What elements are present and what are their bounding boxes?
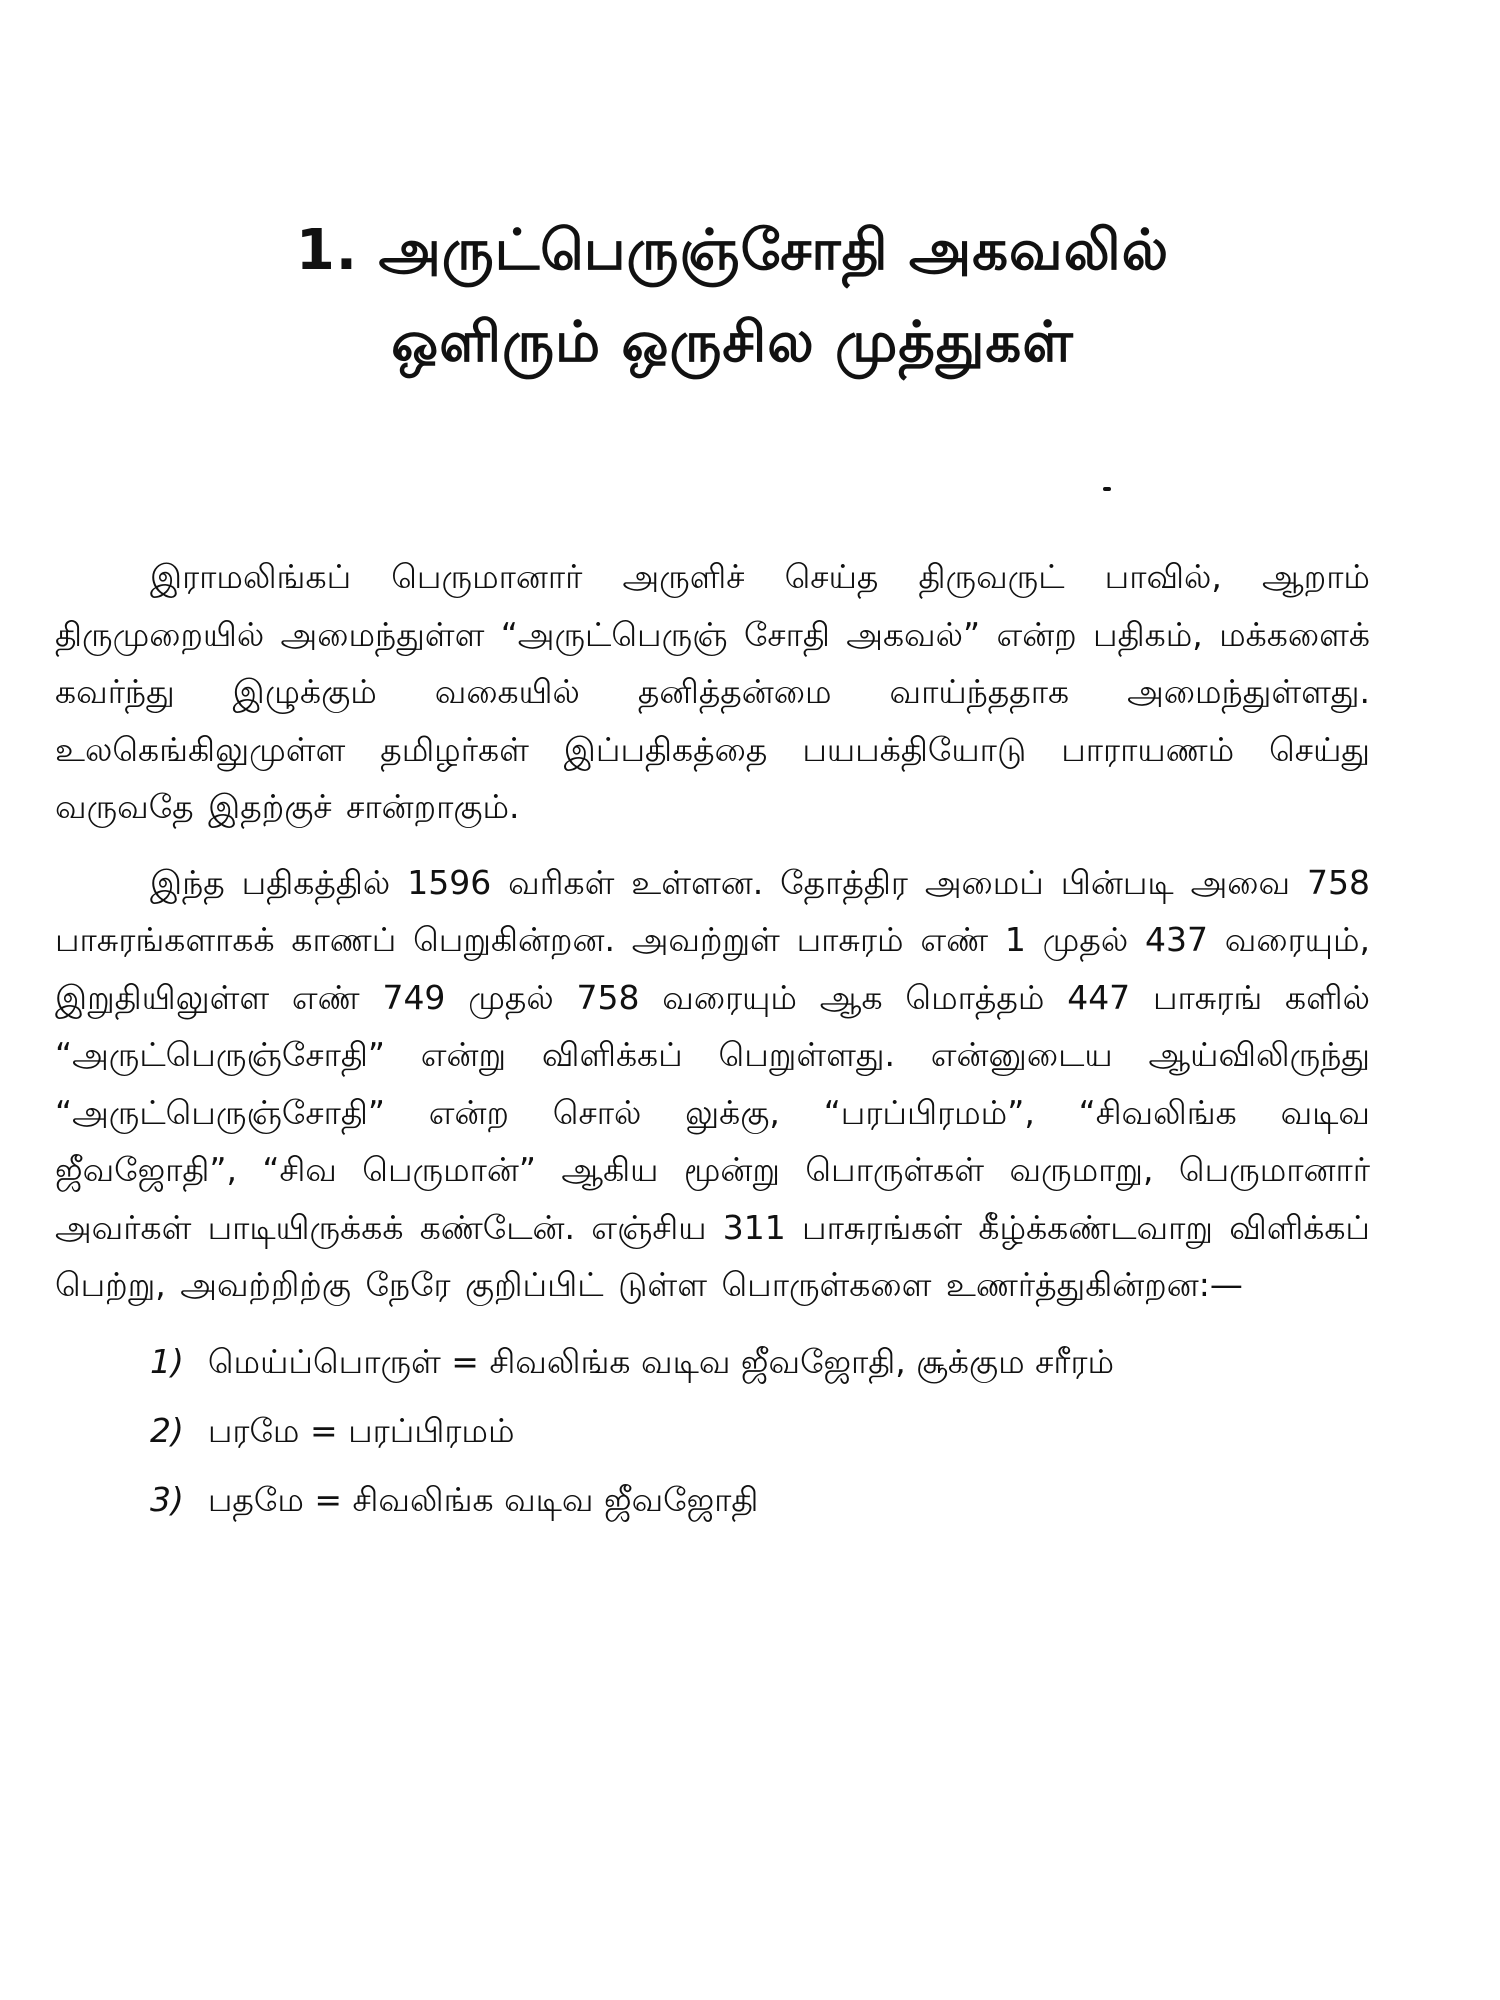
- chapter-title-line-2: ஒளிரும் ஒருசில முத்துகள்: [391, 310, 1074, 375]
- paragraph-2: இந்த பதிகத்தில் 1596 வரிகள் உள்ளன. தோத்திர அமைப் பின்படி அவை 758 பாசுரங்களாகக் காணப் பெறுகின்றன. அவற்றுள் பாசுரம் எண் 1 முதல் 437 வரையும், இறுதியிலுள்ள எண் 749 முதல் 758 வரையும் ஆக மொத்தம் 447 பாசுரங் களில் “அருட்பெருஞ்சோதி” என்று விளிக்கப் பெறுள்ளது. என்னுடைய ஆய்விலிருந்து “அருட்பெருஞ்சோதி” என்ற சொல் லுக்கு, “பரப்பிரமம்”, “சிவலிங்க வடிவ ஜீவஜோதி”, “சிவ பெருமான்” ஆகிய மூன்று பொருள்கள் வருமாறு, பெருமானார் அவர்கள் பாடியிருக்கக் கண்டேன். எஞ்சிய 311 பாசுரங்கள் கீழ்க்கண்டவாறு விளிக்கப் பெற்று, அவற்றிற்கு நேரே குறிப்பிட் டுள்ள பொருள்களை உணர்த்துகின்றன:—: [55, 862, 1370, 1304]
- list-item: [55, 1470, 1370, 1529]
- list-item: [55, 1401, 1370, 1460]
- list-item-text: பரமே = பரப்பிரமம்: [207, 1410, 515, 1450]
- paragraph-1: இராமலிங்கப் பெருமானார் அருளிச் செய்த திருவருட் பாவில், ஆறாம் திருமுறையில் அமைந்துள்ள “அருட்பெருஞ் சோதி அகவல்” என்ற பதிகம், மக்களைக் கவர்ந்து இழுக்கும் வகையில் தனித்தன்மை வாய்ந்ததாக அமைந்துள்ளது. உலகெங்கிலுமுள்ள தமிழர்கள் இப்பதிகத்தை பயபக்தியோடு பாராயணம் செய்து வருவதே இதற்குச் சான்றாகும்.: [55, 557, 1370, 826]
- list-item-text: மெய்ப்பொருள் = சிவலிங்க வடிவ ஜீவஜோதி, சூக்கும சரீரம்: [207, 1341, 1115, 1381]
- ink-speck: [1103, 487, 1111, 491]
- list-item-number: 1): [150, 1341, 184, 1381]
- body-text: [55, 548, 1370, 1539]
- list-item: [55, 1332, 1370, 1391]
- list-item-number: 2): [150, 1410, 184, 1450]
- meaning-list: [55, 1332, 1370, 1529]
- chapter-title: [95, 205, 1370, 389]
- list-item-text: பதமே = சிவலிங்க வடிவ ஜீவஜோதி: [207, 1479, 759, 1519]
- chapter-title-line-1: 1. அருட்பெருஞ்சோதி அகவலில்: [295, 218, 1170, 283]
- list-item-number: 3): [150, 1479, 184, 1519]
